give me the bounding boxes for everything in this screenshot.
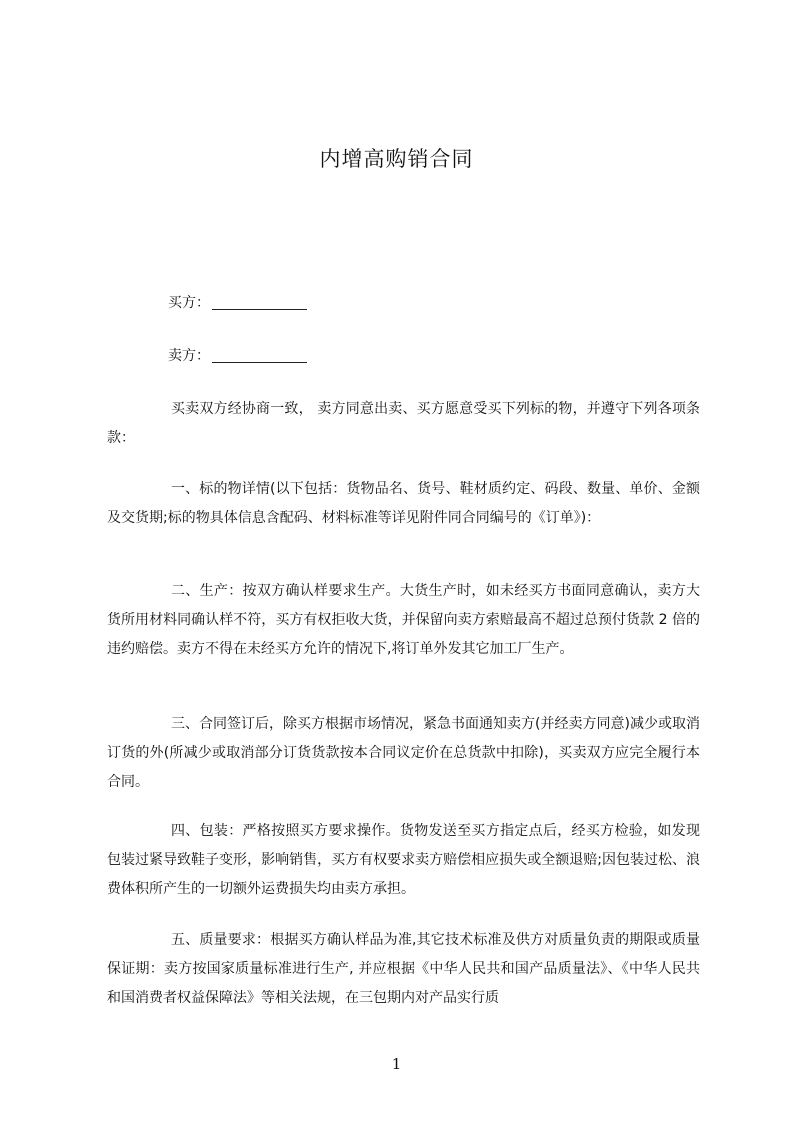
seller-blank <box>212 348 307 363</box>
page-number: 1 <box>391 1055 402 1073</box>
clause-4: 四、包装：严格按照买方要求操作。货物发送至买方指定点后，经买方检验，如发现包装过紧导致鞋子变形，影响销售，买方有权要求卖方赔偿相应损失或全额退赔;因包装过松、浪费体积所产生的一切额外运费损失均由卖方承担。 <box>107 823 700 897</box>
buyer-label: 买方： <box>168 295 210 311</box>
seller-label: 卖方： <box>168 348 210 364</box>
buyer-line <box>168 292 307 312</box>
document-title: 内增高购销合同 <box>319 147 474 171</box>
clause-2: 二、生产：按双方确认样要求生产。大货生产时，如未经买方书面同意确认，卖方大货所用材料同确认样不符，买方有权拒收大货，并保留向卖方索赔最高不超过总预付货款 2 倍的违约赔偿。卖方不得在未经买方允许的情况下,将订单外发其它加工厂生产。 <box>107 583 700 657</box>
intro-paragraph: 买卖双方经协商一致， 卖方同意出卖、买方愿意受买下列标的物，并遵守下列各项条款： <box>107 401 700 446</box>
buyer-blank <box>212 295 307 310</box>
clause-1: 一、标的物详情(以下包括：货物品名、货号、鞋材质约定、码段、数量、单价、金额及交货期;标的物具体信息含配码、材料标准等详见附件同合同编号的《订单》)： <box>107 481 700 526</box>
clause-5: 五、质量要求：根据买方确认样品为准,其它技术标准及供方对质量负责的期限或质量保证期：卖方按国家质量标准进行生产, 并应根据《中华人民共和国产品质量法》、《中华人民共和国消费者权益保障法》等相关法规，在三包期内对产品实行质 <box>107 932 700 1006</box>
seller-line <box>168 345 307 365</box>
clause-3: 三、合同签订后，除买方根据市场情况，紧急书面通知卖方(并经卖方同意)减少或取消订货的外(所减少或取消部分订货货款按本合同议定价在总货款中扣除)，买卖双方应完全履行本合同。 <box>107 716 700 790</box>
